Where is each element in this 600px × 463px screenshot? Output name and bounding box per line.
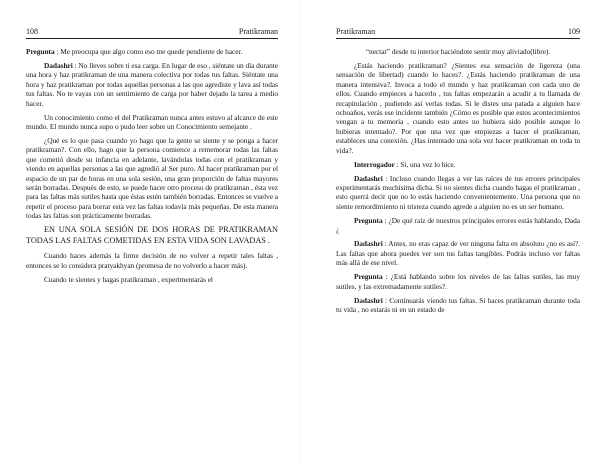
paragraph bbox=[336, 160, 580, 169]
speaker-label: Dadashri bbox=[354, 295, 383, 305]
paragraph: ¿Qué es lo que pasa cuando yo hago que la gente se siente y se ponga a hacer pratikraman?. Con ello, hago que la persona comience a rememorar todas las faltas que cometió desde su infancia en adelante, lavándolas todas con el pratikraman y viendo en aquellas personas a las que agredió al Ser puro. Al hacer pratikraman por el espacio de un par de horas en una sola sesión, una gran proporción de faltas mayores serán borradas. Después de esto, se puede hacer otro proceso de pratikraman , ésta vez para las faltas más sutiles hasta que éstas estén también borradas. Entonces se vuelve a repetir el proceso para borrar esta vez las faltas todavía más pequeñas. De esta manera todas las faltas son prácticamente borradas. bbox=[26, 136, 278, 221]
paragraph-text: : Antes, no eras capaz de ver ninguna falta en absoluto ¿no es así?. Las faltas que ahora puedes ver son tus faltas tangibles. Podrás incluso ver faltas más allá de ese nivel. bbox=[336, 239, 580, 268]
speaker-label: Dadashri bbox=[44, 61, 73, 70]
paragraph-text: : Sí, una vez lo hice. bbox=[394, 159, 456, 169]
right-page-number: 109 bbox=[568, 27, 580, 36]
paragraph: Cuando te sientes y hagas pratikraman , experimentarás el bbox=[44, 274, 213, 284]
speaker-label: Interrogador bbox=[354, 159, 395, 169]
paragraph bbox=[336, 272, 580, 291]
right-running-title: Pratikraman bbox=[336, 27, 376, 36]
paragraph bbox=[336, 216, 580, 235]
paragraph bbox=[26, 61, 278, 108]
speaker-label: Pregunta bbox=[26, 47, 55, 56]
right-page bbox=[300, 0, 600, 463]
paragraph: “nectar” desde tu interior haciéndote sentir muy aliviado(libre). bbox=[365, 47, 551, 56]
speaker-label: Pregunta bbox=[354, 215, 383, 225]
paragraph-text: : Continuarás viendo tus faltas. Si haces pratikraman durante toda tu vida , no estarás ni en un estado de bbox=[336, 295, 580, 314]
speaker-label: Dadashri bbox=[354, 239, 383, 249]
right-page-header bbox=[336, 0, 580, 39]
left-page-header bbox=[26, 0, 278, 39]
paragraph: Cuando haces además la firme decisión de no volver a repetir tales faltas , entonces se lo considera pratyakhyan (promesa de no volverlo a hacer más). bbox=[26, 251, 278, 270]
paragraph bbox=[336, 239, 580, 267]
paragraph-text: : No lleves sobre ti esa carga. En lugar de eso , siéntate un día durante una hora y haz pratikraman de una manera colectiva por todas tus faltas. Siéntate una hora y haz pratikraman por todas aquellas personas a las que agrediste y lava así todas tus faltas. No te vayas con un sentimiento de carga por haber dejado la tarea a medio hacer. bbox=[26, 61, 278, 108]
paragraph bbox=[336, 174, 580, 212]
paragraph-text: : ¿De qué raíz de nuestros principales errores estás hablando, Dada ¿ bbox=[336, 215, 580, 235]
right-page-content bbox=[336, 47, 580, 314]
paragraph-text: : ¿Está hablando sobre los niveles de las faltas sutiles, las muy sutiles, y las extremadamente sutiles?. bbox=[336, 272, 580, 291]
paragraph: ¿Estás haciendo pratikraman? ¿Sientes esa sensación de ligereza (una sensación de libertad) cuando lo haces?. ¿Estás haciendo pratikraman de una manera intensiva?. Invoca a todo el mundo y haz pratikraman con cada uno de ellos. Cuando empieces a hacerlo , tus faltas empezarán a acudir a tu llamada de recapitulación , pudiendo así verlas todas. Si le distes una patada a alguien hace ochoaños, verás ese incidente también ¿Cómo es posible que estos acontecimientos vengan a tu memoria , cuando esto antes no hubiera sido posible aunque lo hubieras intentado?. Por que una vez que empiezas a hacer el pratikraman, estableces una conexión. ¿Has intentado una sola vez hacer pratikraman en toda tu vida?. bbox=[336, 61, 580, 155]
left-page-content bbox=[26, 47, 278, 284]
paragraph-text: : Incluso cuando llegas a ver las raíces de tus errores principales experimentarás muchísima dicha. Si no sientes dicha cuando hagas el pratikraman , esto querrá decir que no lo estás haciendo convenientemente. Una persona que no siente remordimiento ni tristeza cuando agrede a alguien no es un ser humano. bbox=[336, 173, 580, 211]
paragraph bbox=[26, 47, 278, 56]
left-page-number: 108 bbox=[26, 27, 38, 36]
speaker-label: Dadashri bbox=[354, 173, 383, 183]
speaker-label: Pregunta bbox=[354, 272, 383, 282]
caps-heading-paragraph: EN UNA SOLA SESIÓN DE DOS HORAS DE PRATIKRAMAN TODAS LAS FALTAS COMETIDAS EN ESTA VIDA SON LAVADAS . bbox=[26, 225, 278, 245]
paragraph-text: : Me preocupa que algo como eso me quede pendiente de hacer. bbox=[54, 47, 243, 56]
paragraph bbox=[336, 296, 580, 315]
paragraph: Un conocimiento como el del Pratikraman nunca antes estuvo al alcance de este mundo. El mundo nunca supo o pudo leer sobre un Conocimiento semejante . bbox=[26, 112, 278, 132]
left-running-title: Pratikraman bbox=[238, 27, 278, 36]
